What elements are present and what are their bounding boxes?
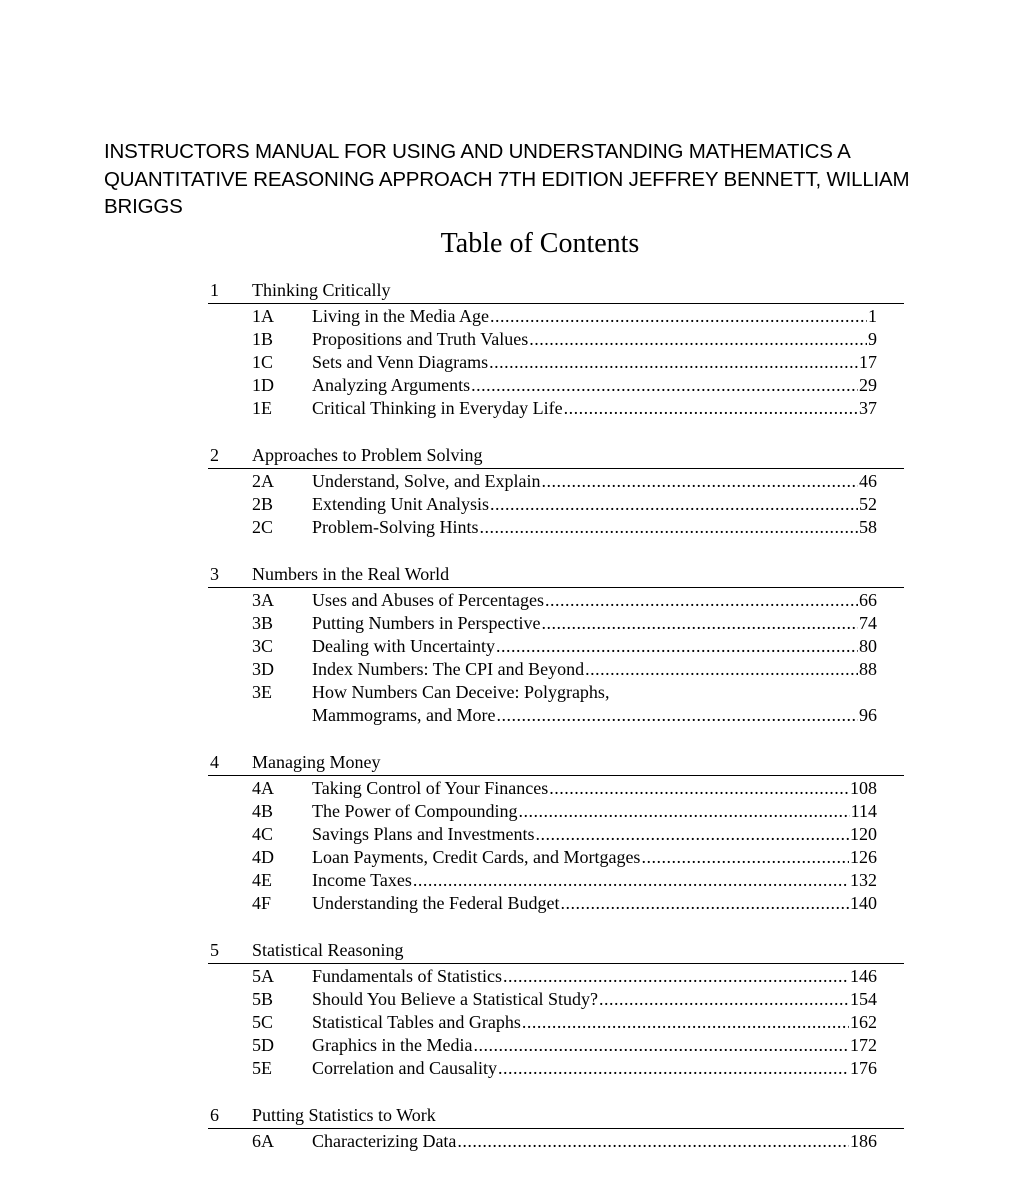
toc-entry — [208, 681, 904, 727]
toc-entry — [208, 328, 904, 351]
table-of-contents — [208, 278, 904, 1176]
section-code: 5C — [252, 1012, 274, 1032]
page-number: 88 — [859, 659, 877, 679]
section-code: 4B — [252, 801, 274, 821]
page-number: 186 — [850, 1131, 877, 1151]
chapter-number: 5 — [210, 940, 219, 960]
page-number: 74 — [859, 613, 877, 633]
page-number: 46 — [859, 471, 877, 491]
dot-leader — [560, 892, 849, 915]
section-code: 3A — [252, 590, 274, 610]
toc-entry — [208, 612, 904, 635]
chapter-number: 2 — [210, 445, 219, 465]
page-number: 146 — [850, 966, 877, 986]
page-number: 17 — [859, 352, 877, 372]
toc-entry — [208, 635, 904, 658]
page-number: 58 — [859, 517, 877, 537]
section-title: Index Numbers: The CPI and Beyond — [312, 659, 585, 679]
page-number: 37 — [859, 398, 877, 418]
chapter-6 — [208, 1103, 904, 1153]
dot-leader — [490, 305, 867, 328]
document-title: INSTRUCTORS MANUAL FOR USING AND UNDERSTANDING MATHEMATICS A QUANTITATIVE REASONING APPROACH 7TH EDITION JEFFREY BENNETT, WILLIAM BRIGGS — [104, 140, 910, 218]
section-title: Propositions and Truth Values — [312, 329, 529, 349]
section-code: 3C — [252, 636, 274, 656]
chapter-4 — [208, 750, 904, 915]
section-code: 1A — [252, 306, 274, 326]
page-number: 114 — [850, 801, 877, 821]
toc-entry — [208, 823, 904, 846]
dot-leader — [522, 1011, 849, 1034]
chapter-title: Putting Statistics to Work — [252, 1105, 436, 1125]
toc-entry — [208, 516, 904, 539]
chapter-title: Approaches to Problem Solving — [252, 445, 483, 465]
page-number: 162 — [850, 1012, 877, 1032]
section-title: Understand, Solve, and Explain — [312, 471, 541, 491]
dot-leader — [549, 777, 849, 800]
section-title: Statistical Tables and Graphs — [312, 1012, 521, 1032]
chapter-title: Statistical Reasoning — [252, 940, 404, 960]
section-title: Living in the Media Age — [312, 306, 489, 326]
section-title: Graphics in the Media — [312, 1035, 473, 1055]
chapter-number: 3 — [210, 564, 219, 584]
toc-entry — [208, 305, 904, 328]
section-title: Income Taxes — [312, 870, 412, 890]
toc-entry — [208, 470, 904, 493]
dot-leader — [541, 612, 858, 635]
section-code: 4C — [252, 824, 274, 844]
section-title: Critical Thinking in Everyday Life — [312, 398, 563, 418]
section-title: Should You Believe a Statistical Study? — [312, 989, 598, 1009]
dot-leader — [496, 704, 858, 727]
toc-entry — [208, 800, 904, 823]
section-title: Understanding the Federal Budget — [312, 893, 560, 913]
chapter-title: Thinking Critically — [252, 280, 391, 300]
dot-leader — [490, 493, 858, 516]
dot-leader — [518, 800, 849, 823]
section-code: 1B — [252, 329, 274, 349]
chapter-heading — [208, 278, 904, 304]
toc-entry — [208, 965, 904, 988]
section-code: 2C — [252, 517, 274, 537]
toc-entry — [208, 351, 904, 374]
section-title: How Numbers Can Deceive: Polygraphs, — [312, 682, 610, 702]
section-code: 5B — [252, 989, 274, 1009]
section-code: 5D — [252, 1035, 274, 1055]
section-code: 2A — [252, 471, 274, 491]
page-number: 140 — [850, 893, 877, 913]
dot-leader — [541, 470, 858, 493]
section-code: 3B — [252, 613, 274, 633]
toc-entry — [208, 374, 904, 397]
section-title: Extending Unit Analysis — [312, 494, 489, 514]
section-title: Correlation and Causality — [312, 1058, 497, 1078]
chapter-number: 1 — [210, 280, 219, 300]
chapter-2 — [208, 443, 904, 539]
toc-entry — [208, 846, 904, 869]
toc-entry — [208, 397, 904, 420]
section-title: Sets and Venn Diagrams — [312, 352, 489, 372]
section-title: Taking Control of Your Finances — [312, 778, 549, 798]
section-title: Loan Payments, Credit Cards, and Mortgages — [312, 847, 641, 867]
chapter-title: Managing Money — [252, 752, 381, 772]
section-code: 4F — [252, 893, 272, 913]
toc-entry — [208, 892, 904, 915]
section-code: 5A — [252, 966, 274, 986]
section-code: 4D — [252, 847, 274, 867]
toc-entry — [208, 1057, 904, 1080]
section-title: Savings Plans and Investments — [312, 824, 535, 844]
page-number: 154 — [850, 989, 877, 1009]
section-code: 2B — [252, 494, 274, 514]
toc-entry — [208, 988, 904, 1011]
page-number: 108 — [850, 778, 877, 798]
dot-leader — [496, 635, 858, 658]
page-number: 29 — [859, 375, 877, 395]
dot-leader — [473, 1034, 849, 1057]
page-number: 1 — [868, 306, 877, 326]
dot-leader — [529, 328, 867, 351]
page-number: 96 — [859, 705, 877, 725]
section-title: Analyzing Arguments — [312, 375, 471, 395]
dot-leader — [599, 988, 849, 1011]
section-title: Dealing with Uncertainty — [312, 636, 495, 656]
dot-leader — [545, 589, 858, 612]
page-number: 126 — [850, 847, 877, 867]
section-code: 1C — [252, 352, 274, 372]
section-title: Fundamentals of Statistics — [312, 966, 502, 986]
page-number: 80 — [859, 636, 877, 656]
dot-leader — [480, 516, 858, 539]
page-number: 120 — [850, 824, 877, 844]
toc-entry — [208, 1130, 904, 1153]
dot-leader — [564, 397, 858, 420]
chapter-3 — [208, 562, 904, 727]
section-code: 1D — [252, 375, 274, 395]
page-number: 9 — [868, 329, 877, 349]
section-code: 3D — [252, 659, 274, 679]
section-code: 6A — [252, 1131, 274, 1151]
chapter-number: 6 — [210, 1105, 219, 1125]
section-title: Putting Numbers in Perspective — [312, 613, 541, 633]
page-number: 176 — [850, 1058, 877, 1078]
toc-entry — [208, 1034, 904, 1057]
dot-leader — [489, 351, 858, 374]
chapter-heading — [208, 750, 904, 776]
chapter-1 — [208, 278, 904, 420]
section-code: 4A — [252, 778, 274, 798]
chapter-5 — [208, 938, 904, 1080]
toc-entry — [208, 493, 904, 516]
section-title: Characterizing Data — [312, 1131, 457, 1151]
page-number: 66 — [859, 590, 877, 610]
chapter-heading — [208, 443, 904, 469]
page-number: 172 — [850, 1035, 877, 1055]
section-title-continued: Mammograms, and More — [312, 705, 496, 725]
dot-leader — [536, 823, 850, 846]
page-number: 52 — [859, 494, 877, 514]
toc-entry — [208, 777, 904, 800]
section-code: 5E — [252, 1058, 272, 1078]
section-code: 1E — [252, 398, 272, 418]
toc-entry — [208, 658, 904, 681]
section-title: Uses and Abuses of Percentages — [312, 590, 544, 610]
dot-leader — [498, 1057, 849, 1080]
chapter-title: Numbers in the Real World — [252, 564, 450, 584]
toc-entry — [208, 589, 904, 612]
toc-entry — [208, 1011, 904, 1034]
dot-leader — [503, 965, 849, 988]
section-code: 3E — [252, 682, 272, 702]
toc-heading: Table of Contents — [440, 228, 640, 259]
dot-leader — [413, 869, 849, 892]
dot-leader — [471, 374, 858, 397]
dot-leader — [585, 658, 858, 681]
section-title: The Power of Compounding — [312, 801, 518, 821]
chapter-heading — [208, 1103, 904, 1129]
section-code: 4E — [252, 870, 272, 890]
chapter-number: 4 — [210, 752, 219, 772]
chapter-heading — [208, 938, 904, 964]
chapter-heading — [208, 562, 904, 588]
dot-leader — [457, 1130, 849, 1153]
toc-entry — [208, 869, 904, 892]
section-title: Problem-Solving Hints — [312, 517, 479, 537]
page-number: 132 — [850, 870, 877, 890]
dot-leader — [641, 846, 849, 869]
